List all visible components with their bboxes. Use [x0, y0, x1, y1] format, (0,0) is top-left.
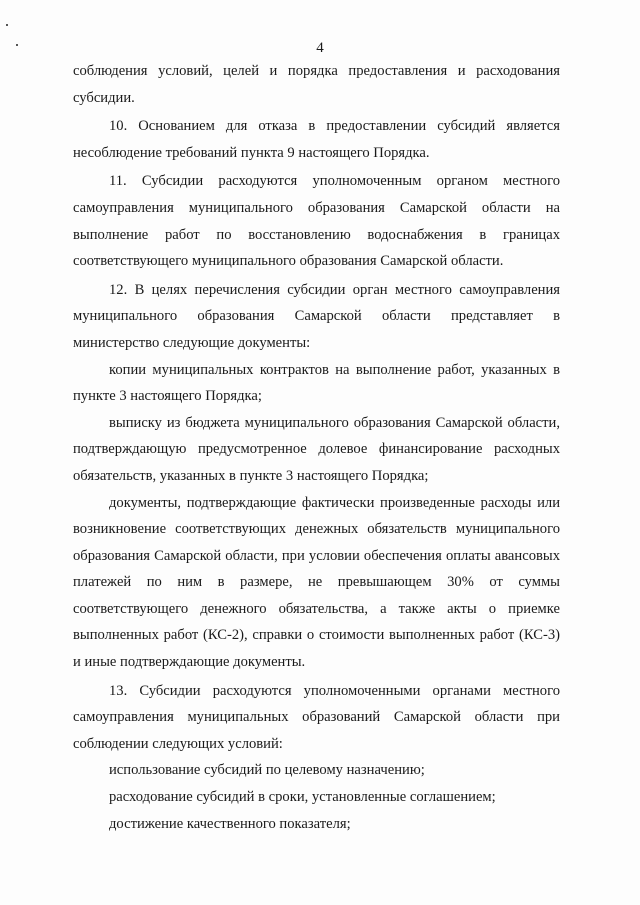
condition-item-quality-indicator: достижение качественного показателя; [109, 815, 351, 832]
list-item-budget-extract: выписку из бюджета муниципального образования Самарской области, подтверждающую предусмотренное долевое финансирование расходных обязательств, указанных в пункте 3 настоящего Порядка; [73, 414, 560, 484]
paragraph-item-13: 13. Субсидии расходуются уполномоченными органами местного самоуправления муниципальных образований Самарской области при соблюдении следующих условий: [73, 682, 560, 752]
list-item-expense-documents: документы, подтверждающие фактически произведенные расходы или возникновение соответствующих денежных обязательств муниципального образования Самарской области, при условии обеспечения оплаты авансовых платежей по ним в размере, не превышающем 30% от суммы соответствующего денежного обязательства, а также акты о приемке выполненных работ (КС-2), справки о стоимости выполненных работ (КС-3) и иные подтверждающие документы. [73, 494, 560, 671]
condition-item-deadlines: расходование субсидий в сроки, установленные соглашением; [109, 789, 496, 806]
list-item-contracts: копии муниципальных контрактов на выполнение работ, указанных в пункте 3 настоящего Порядка; [73, 361, 560, 405]
document-body [73, 58, 560, 837]
scan-mark [6, 24, 8, 26]
paragraph-item-11: 11. Субсидии расходуются уполномоченным органом местного самоуправления муниципального образования Самарской области на выполнение работ по восстановлению водоснабжения в границах соответствующего муниципального образования Самарской области. [73, 173, 560, 270]
page-number: 4 [316, 40, 324, 56]
scan-mark [16, 44, 18, 46]
paragraph-continuation: соблюдения условий, целей и порядка предоставления и расходования субсидии. [73, 63, 560, 106]
paragraph-item-12: 12. В целях перечисления субсидии орган местного самоуправления муниципального образования Самарской области представляет в министерство следующие документы: [73, 281, 560, 351]
condition-item-targeted-use: использование субсидий по целевому назначению; [109, 762, 425, 779]
paragraph-item-10: 10. Основанием для отказа в предоставлении субсидий является несоблюдение требований пункта 9 настоящего Порядка. [73, 118, 560, 161]
